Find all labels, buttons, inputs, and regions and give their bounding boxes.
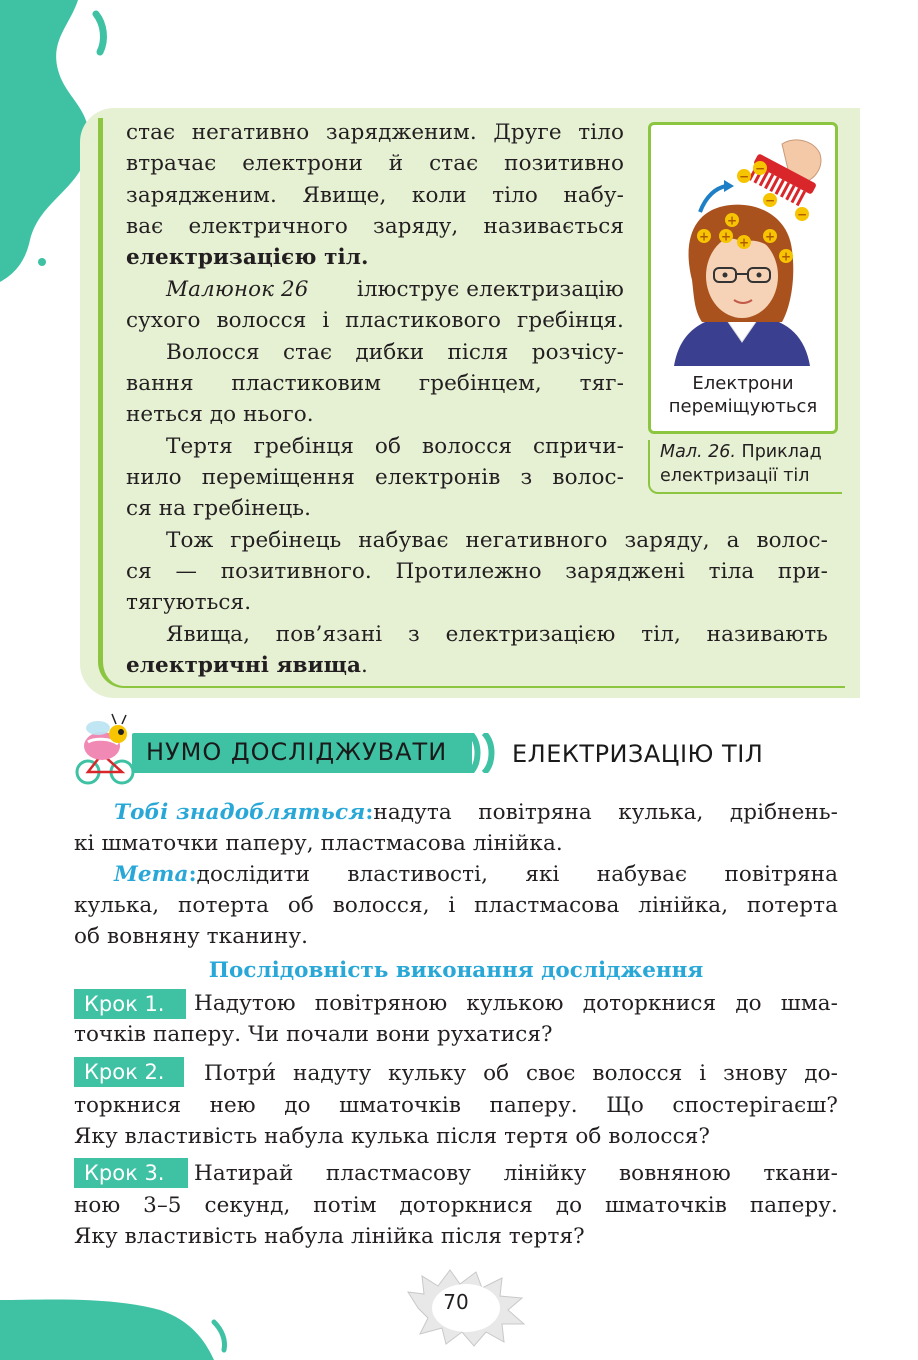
step-3-text: ною 3–5 секунд, потім доторкнися до шматочків паперу. [74,1193,838,1218]
goal-line [114,859,838,890]
goal-line: кулька, потерта об волосся, і пластмасова лінійка, потерта [74,893,838,918]
step-1-text: Надутою повітряною кулькою доторкнися до шма- [194,991,838,1016]
svg-text:+: + [698,229,710,244]
svg-text:+: + [780,249,792,264]
box-line: Тож гребінець набуває негативного заряду, а волос- [166,528,828,553]
step-3-badge: Крок 3. [74,1158,188,1188]
step-2-badge: Крок 2. [74,1057,184,1087]
step-2-text: Яку властивість набула кулька після тертя об волосся? [74,1124,711,1149]
step-2-text: Потри́ надуту кульку об своє волосся і знову до- [204,1061,838,1086]
figure-inner-caption [648,372,838,418]
colon: : [365,800,374,825]
goal-line: об вовняну тканину. [74,924,309,949]
inner-caption-line: переміщуються [668,396,818,417]
term-electric-phenomena: електричні явища [126,653,362,678]
box-line: вання пластиковим гребінцем, тяг- [126,371,624,396]
box-line: Тертя гребінця об волосся спричи- [166,434,624,459]
section-subtitle: ЕЛЕКТРИЗАЦІЮ ТІЛ [512,740,764,768]
box-line [166,274,624,305]
box-line: ся на гребінець. [126,496,312,521]
svg-text:+: + [764,229,776,244]
box-line: ває електричного заряду, називається [126,214,624,239]
box-line: нило переміщення електронів з волос- [126,465,624,490]
svg-text:+: + [726,213,738,228]
banner-chevrons [468,733,502,773]
inner-caption-line: Електрони [692,373,794,394]
box-line: тягуються. [126,590,252,615]
step-3-text: Яку властивість набула лінійка після тертя? [74,1224,585,1249]
box-line: ся — позитивного. Протилежно заряджені тіла при- [126,559,828,584]
box-line: зарядженим. Явище, коли тіло набу- [126,183,624,208]
svg-text:+: + [738,235,750,250]
needs-label: Тобі знадобляться [114,800,366,825]
page-number: 70 [443,1290,469,1314]
svg-text:+: + [720,229,732,244]
step-3-text: Натирай пластмасову лінійку вовняною ткани- [194,1161,838,1186]
box-line: Явища, пов’язані з електризацією тіл, називають [166,622,828,647]
svg-text:−: − [754,161,766,176]
figure-reference: Малюнок 26 [166,277,309,302]
needs-line [114,797,838,828]
needs-text: надута повітряна кулька, дрібнень- [373,800,838,825]
bee-bicycle-icon [72,712,138,786]
section-title: НУМО ДОСЛІДЖУВАТИ [146,738,448,766]
goal-text: дослідити властивості, які набуває повітряна [196,862,838,887]
box-line: сухого волосся і пластикового гребінця. [126,308,624,333]
box-line-rest: ілюструє електризацію [356,277,624,302]
caption-text: електризації тіл [660,466,810,486]
box-line: неться до нього. [126,402,314,427]
colon: : [188,862,197,887]
needs-line: кі шматочки паперу, пластмасова лінійка. [74,831,563,856]
term-electrization: електризацією тіл. [126,245,369,270]
step-1-badge: Крок 1. [74,989,186,1019]
svg-text:−: − [738,169,750,184]
period: . [361,653,368,678]
svg-text:−: − [796,207,808,222]
box-line: Волосся стає дибки після розчісу- [166,340,624,365]
step-1-text: точків паперу. Чи почали вони рухатися? [74,1022,553,1047]
figure-caption [660,440,822,488]
sequence-heading: Послідовність виконання дослідження [208,958,704,983]
goal-label: Мета [114,862,189,887]
step-2-text: торкнися нею до шматочків паперу. Що спостерігаєш? [74,1093,838,1118]
box-line [126,650,368,681]
caption-text: Приклад [735,442,822,462]
svg-text:−: − [764,193,776,208]
box-line: стає негативно зарядженим. Друге тіло [126,120,624,145]
box-line: втрачає електрони й стає позитивно [126,151,624,176]
figure-label: Мал. 26. [660,442,736,462]
girl-comb-illustration [654,130,830,370]
